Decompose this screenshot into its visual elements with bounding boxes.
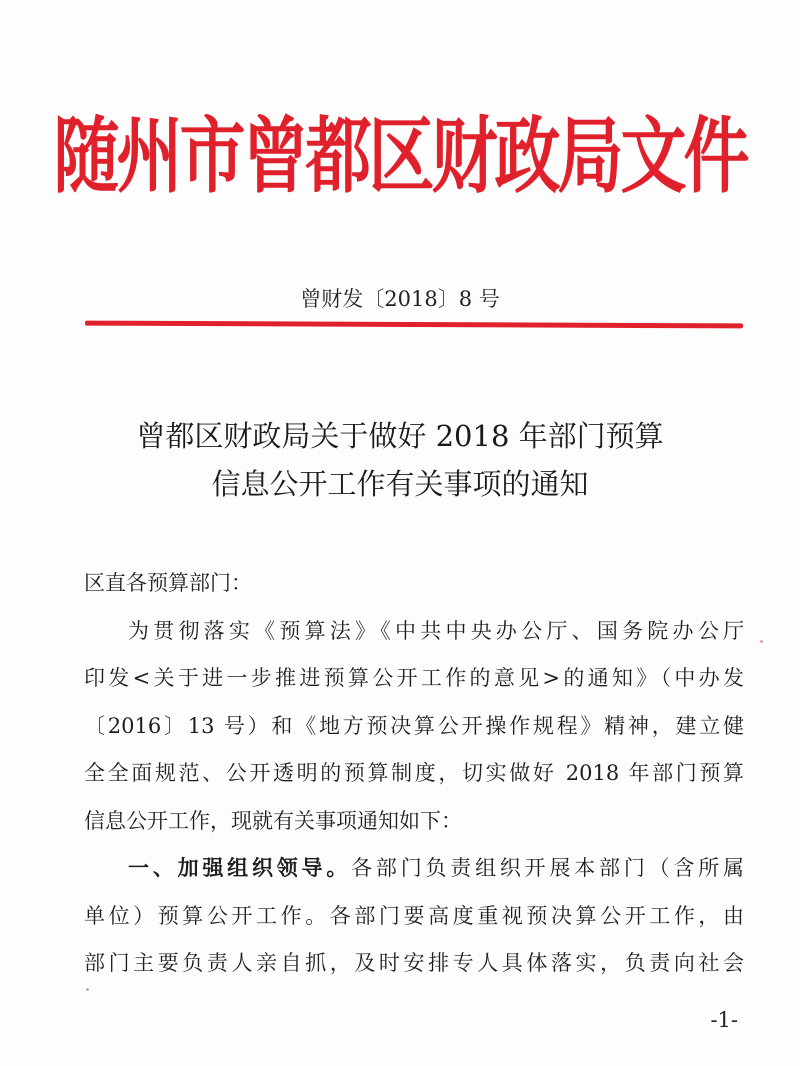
paragraph-line: 单位）预算公开工作。各部门要高度重视预决算公开工作，由 bbox=[84, 903, 744, 928]
section-1-text: 各部门负责组织开展本部门（含所属 bbox=[351, 856, 744, 880]
paragraph-line: 部门主要负责人亲自抓，及时安排专人具体落实，负责向社会 bbox=[84, 951, 744, 975]
paragraph-line: 〔2016〕13 号）和《地方预决算公开操作规程》精神，建立健 bbox=[84, 713, 744, 738]
paragraph-line: 为贯彻落实《预算法》《中共中央办公厅、国务院办公厅 bbox=[128, 618, 744, 643]
scan-speck bbox=[86, 988, 89, 991]
salutation: 区直各预算部门： bbox=[84, 571, 252, 595]
section-1-first-line bbox=[84, 845, 744, 893]
paragraph-line: 全全面规范、公开透明的预算制度，切实做好 2018 年部门预算 bbox=[84, 761, 744, 785]
scan-speck bbox=[760, 640, 763, 643]
document-body bbox=[84, 560, 744, 988]
paragraph-line: 信息公开工作，现就有关事项通知如下： bbox=[84, 808, 462, 833]
page-number: -1- bbox=[710, 1008, 738, 1032]
document-title-line-2: 信息公开工作有关事项的通知 bbox=[211, 467, 589, 501]
document-title bbox=[60, 412, 740, 508]
issuer-header-title: 随州市曾都区财政局文件 bbox=[53, 108, 747, 205]
section-1-heading: 一、加强组织领导。 bbox=[128, 856, 352, 880]
paragraph-line: 印发<关于进一步推进预算公开工作的意见>的通知》（中办发 bbox=[84, 666, 744, 690]
document-number: 曾财发〔2018〕8 号 bbox=[300, 287, 500, 311]
red-separator-line bbox=[85, 321, 743, 329]
document-title-line-1: 曾都区财政局关于做好 2018 年部门预算 bbox=[136, 419, 664, 453]
